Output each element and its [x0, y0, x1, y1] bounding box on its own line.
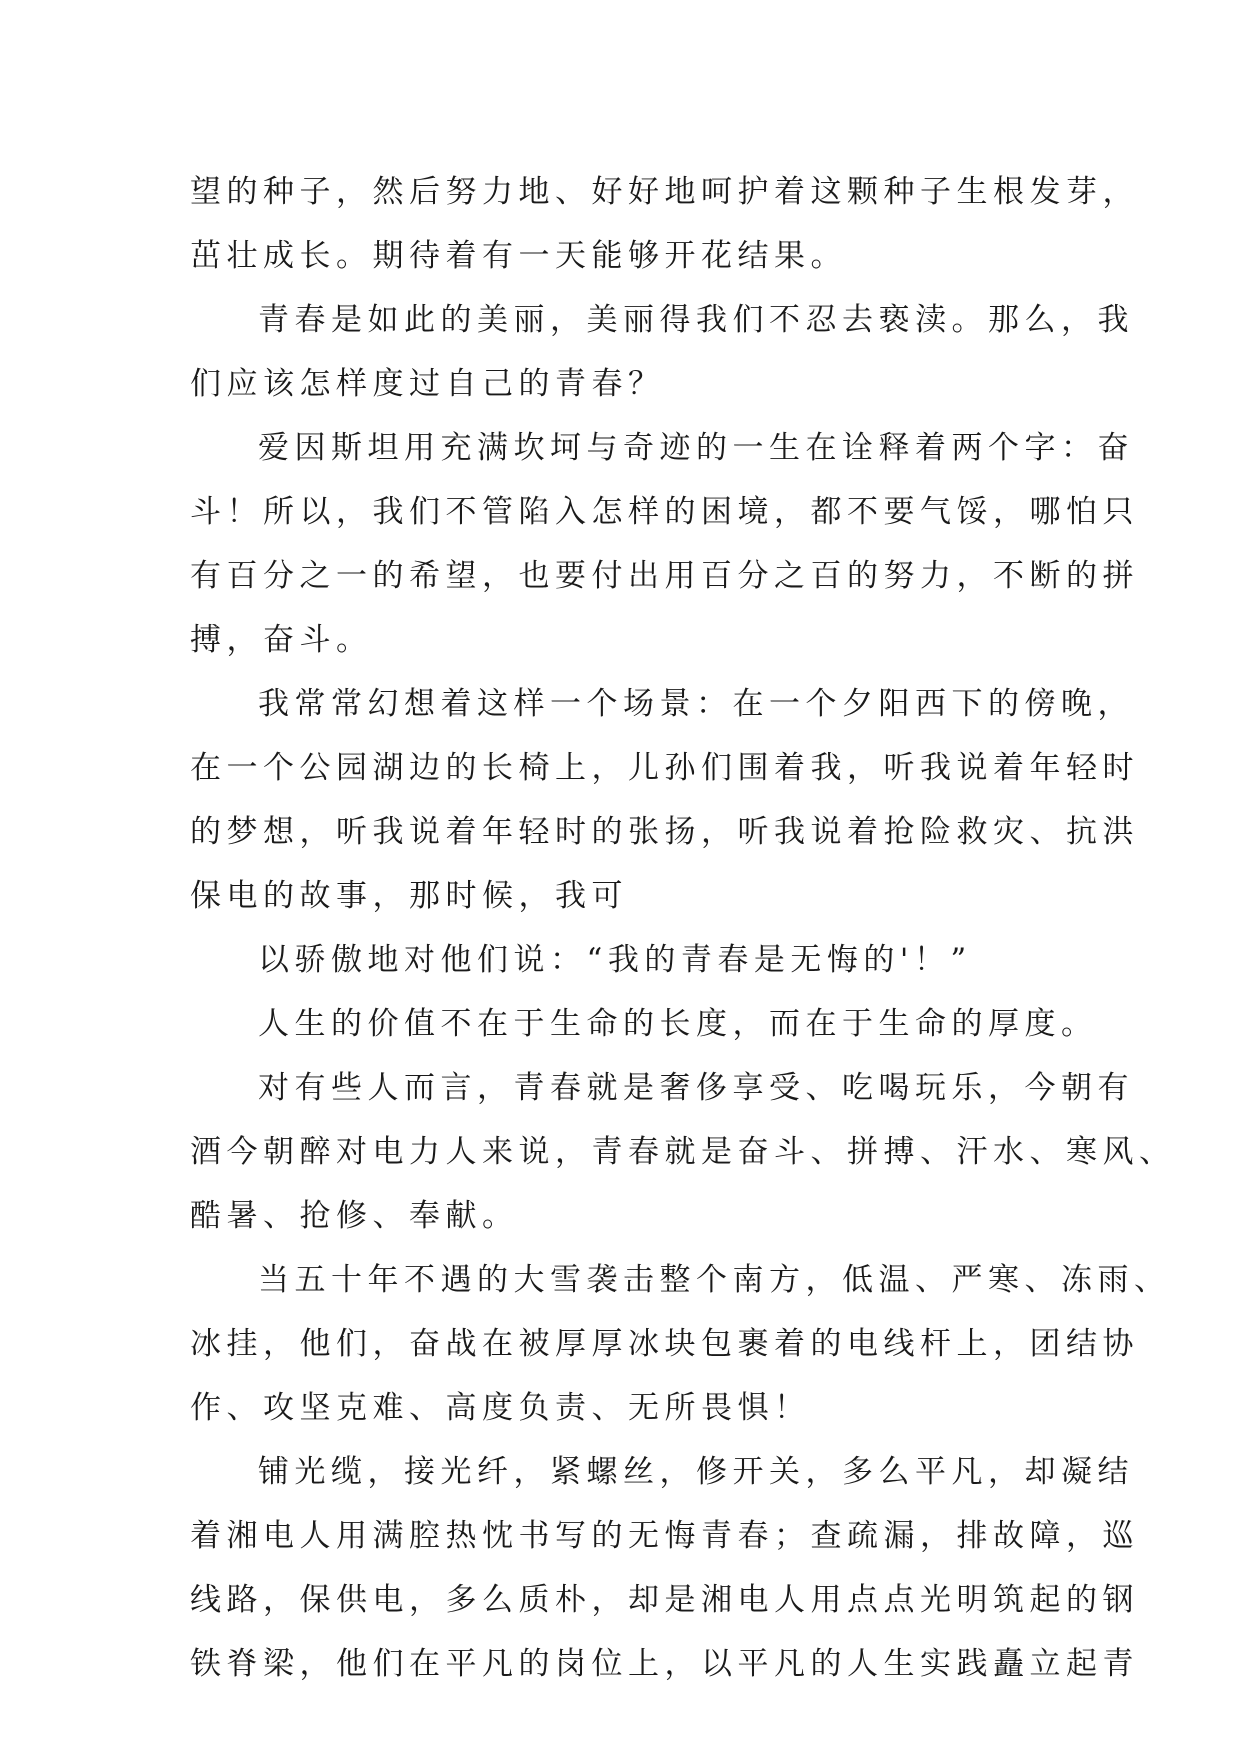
text-line: 铁脊梁，他们在平凡的岗位上，以平凡的人生实践矗立起青	[190, 1646, 1139, 1682]
text-line: 搏，奋斗。	[190, 622, 373, 658]
text-line: 们应该怎样度过自己的青春？	[190, 366, 665, 402]
paragraph-first-line: 当五十年不遇的大雪袭击整个南方，低温、严寒、冻雨、	[258, 1262, 1171, 1298]
text-line: 着湘电人用满腔热忱书写的无悔青春；查疏漏，排故障，巡	[190, 1518, 1139, 1554]
text-line: 的梦想，听我说着年轻时的张扬，听我说着抢险救灾、抗洪	[190, 814, 1139, 850]
body-text	[190, 160, 1176, 1696]
text-line: 在一个公园湖边的长椅上，儿孙们围着我，听我说着年轻时	[190, 750, 1139, 786]
paragraph-first-line: 爱因斯坦用充满坎坷与奇迹的一生在诠释着两个字：奋	[258, 430, 1134, 466]
paragraph-first-line: 我常常幻想着这样一个场景：在一个夕阳西下的傍晚，	[258, 686, 1134, 722]
paragraph-first-line: 人生的价值不在于生命的长度，而在于生命的厚度。	[258, 1006, 1098, 1042]
text-line: 望的种子，然后努力地、好好地呵护着这颗种子生根发芽，	[190, 174, 1139, 210]
text-line: 作、攻坚克难、高度负责、无所畏惧！	[190, 1390, 811, 1426]
paragraph-first-line: 铺光缆，接光纤，紧螺丝，修开关，多么平凡，却凝结	[258, 1454, 1134, 1490]
text-line: 酒今朝醉对电力人来说，青春就是奋斗、拼搏、汗水、寒风、	[190, 1134, 1176, 1170]
text-line: 保电的故事，那时候，我可	[190, 878, 628, 914]
text-line: 斗！所以，我们不管陷入怎样的困境，都不要气馁，哪怕只	[190, 494, 1139, 530]
text-line: 线路，保供电，多么质朴，却是湘电人用点点光明筑起的钢	[190, 1582, 1139, 1618]
text-line: 茁壮成长。期待着有一天能够开花结果。	[190, 238, 847, 274]
text-line: 冰挂，他们，奋战在被厚厚冰块包裹着的电线杆上，团结协	[190, 1326, 1139, 1362]
paragraph-first-line: 对有些人而言，青春就是奢侈享受、吃喝玩乐，今朝有	[258, 1070, 1134, 1106]
text-line: 酷暑、抢修、奉献。	[190, 1198, 519, 1234]
paragraph-first-line: 以骄傲地对他们说：“我的青春是无悔的'！”	[258, 942, 972, 978]
text-line: 有百分之一的希望，也要付出用百分之百的努力，不断的拼	[190, 558, 1139, 594]
paragraph-first-line: 青春是如此的美丽，美丽得我们不忍去亵渎。那么，我	[258, 302, 1134, 338]
